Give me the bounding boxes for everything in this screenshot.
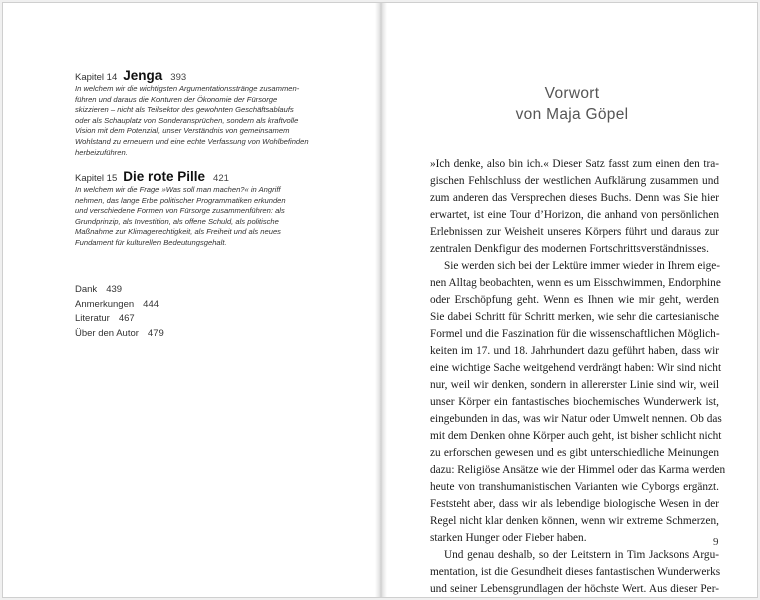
text-line: Formel und die Faszination für die wissenschaftlichen Möglich- [430, 328, 720, 340]
description-line: nehmen, das lange Erbe politischer Programmatiken erkunden [75, 195, 286, 205]
text-line: Und genau deshalb, so der Leitstern in Tim Jacksons Argu- [444, 549, 719, 561]
back-matter-list [75, 283, 164, 341]
book-spread [2, 2, 758, 598]
text-line: Feststeht aber, dass wir als lebendige biologische Wesen in der [430, 498, 719, 510]
text-line: keiten im 17. und 18. Jahrhundert dazu geführt haben, dass wir [430, 345, 719, 357]
description-line: skizzieren – nicht als Teilsektor des gewohnten Geschäftsablaufs [75, 105, 294, 115]
chapter-heading [75, 68, 311, 83]
description-line: oder als Schauplatz von Sonderansprüchen, sondern als kraftvolle [75, 115, 299, 125]
chapter-title: Jenga [123, 68, 163, 83]
back-matter-page: 439 [106, 284, 123, 295]
toc-entry-chapter-14[interactable] [75, 68, 311, 158]
chapter-description [75, 84, 311, 158]
text-line: Sie werden sich bei der Lektüre immer wieder in Ihrem eige- [444, 260, 721, 272]
description-line: In welchem wir die wichtigsten Argumentationsstränge zusammen- [75, 84, 300, 93]
text-line: nen Alltag beobachten, wenn es um Eisschwimmen, Endorphine [430, 277, 721, 289]
text-line: starken Hunger oder Fieber haben. [430, 532, 587, 544]
book-gutter [375, 3, 387, 597]
foreword-title [387, 83, 757, 125]
left-page-contents [3, 3, 375, 597]
foreword-author-line: von Maja Göpel [515, 106, 629, 123]
description-line: herbeizuführen. [75, 147, 128, 157]
chapter-label: Kapitel 15 [75, 173, 118, 184]
description-line: Grundprinzip, als Investition, als offene Schuld, als politische [75, 216, 279, 226]
back-matter-label: Dank [75, 284, 98, 295]
chapter-title: Die rote Pille [123, 169, 206, 184]
description-line: Fundament für kulturellen Bedeutungsgehalt. [75, 237, 227, 247]
description-line: Vision mit dem Potenzial, unser Verständnis von gemeinsamem [75, 126, 290, 136]
text-line: eingebunden in das, was wir Natur oder Umwelt nennen. Ob das [430, 413, 722, 425]
text-line: unser Körper ein fantastisches biochemisches Wunderwerk ist, [430, 396, 719, 408]
back-matter-page: 479 [147, 327, 164, 339]
chapter-heading [75, 169, 311, 184]
text-line: Sie dabei Schritt für Schritt merken, wie sehr die cartesianische [430, 311, 719, 323]
chapter-description [75, 185, 311, 249]
text-line: Regel nicht klar denken können, wenn wir extreme Schmerzen, [430, 515, 719, 527]
text-line: dazu: Religiöse Ansätze wie der Himmel oder das Karma werden [430, 464, 726, 476]
text-line: mit dem Denken ohne Körper auch geht, ist bisher schlicht nicht [430, 430, 722, 442]
back-matter-page: 467 [118, 313, 135, 324]
description-line: Maßnahme zur Klimagerechtigkeit, als Freiheit und als neues [75, 227, 281, 237]
paragraph [430, 258, 726, 547]
description-line: führen und daraus die Konturen der Ökonomie der Fürsorge [75, 94, 278, 104]
paragraph [430, 156, 719, 258]
text-line: mentation, ist die Gesundheit dieses fantastischen Wunderwerks [430, 566, 721, 578]
toc-entry-chapter-15[interactable] [75, 169, 311, 249]
description-line: und verschiedene Formen von Fürsorge zusammenführen: als [75, 206, 285, 216]
text-line: erwartet, ist eine Tour d’Horizon, die anhand von persönlichen [430, 209, 719, 221]
chapter-label: Kapitel 14 [75, 72, 118, 83]
back-matter-label: Literatur [75, 313, 110, 324]
chapter-page-number: 421 [213, 173, 229, 184]
back-matter-item-literatur[interactable] [75, 312, 164, 327]
back-matter-label: Anmerkungen [75, 298, 135, 310]
chapter-page-number: 393 [170, 72, 187, 83]
text-line: eine wichtige Sache weitgehend verdrängt haben: Wir sind nicht [430, 362, 722, 374]
back-matter-label: Über den Autor [75, 327, 139, 339]
back-matter-item-dank[interactable] [75, 283, 164, 298]
foreword-title-line: Vorwort [544, 85, 600, 102]
back-matter-item-ueber-den-autor[interactable] [75, 327, 164, 342]
text-line: nur, weil wir denken, sondern in allererster Linie sind wir, weil [430, 379, 719, 391]
back-matter-page: 444 [143, 298, 160, 310]
text-line: heute von transhumanistischen Varianten wie Cyborgs ergänzt. [430, 481, 719, 493]
description-line: Wohlstand zu erneuern und eine echte Verfassung von Wohlbefinden [75, 136, 309, 146]
page-number: 9 [713, 536, 719, 548]
text-line: zum anderen das Versprechen dieses Buchs. Denn was Sie hier [430, 192, 719, 204]
text-line: »Ich denke, also bin ich.« Dieser Satz fasst zum einen den tra- [430, 158, 719, 170]
text-line: oder Erschöpfung geht. Wenn es Ihnen wie mir geht, werden [430, 294, 719, 306]
paragraph [430, 547, 719, 598]
text-line: und seiner Lebensgrundlagen der höchste Wert. Aus dieser Per- [430, 583, 719, 595]
back-matter-item-anmerkungen[interactable] [75, 298, 164, 313]
foreword-body [430, 156, 726, 598]
text-line: zu erforschen gewesen und es gibt unterschiedliche Meinungen [430, 447, 719, 459]
description-line: In welchem wir die Frage »Was soll man machen?« in Angriff [75, 185, 281, 194]
text-line: zentralen Denkfigur des modernen Fortschrittsverständnisses. [430, 243, 709, 255]
text-line: gischen Fehlschluss der westlichen Aufklärung zusammen und [430, 175, 719, 187]
right-page-foreword [387, 3, 757, 597]
text-line: Erlebnissen zur Weisheit unseres Körpers führt und daraus zur [430, 226, 719, 238]
